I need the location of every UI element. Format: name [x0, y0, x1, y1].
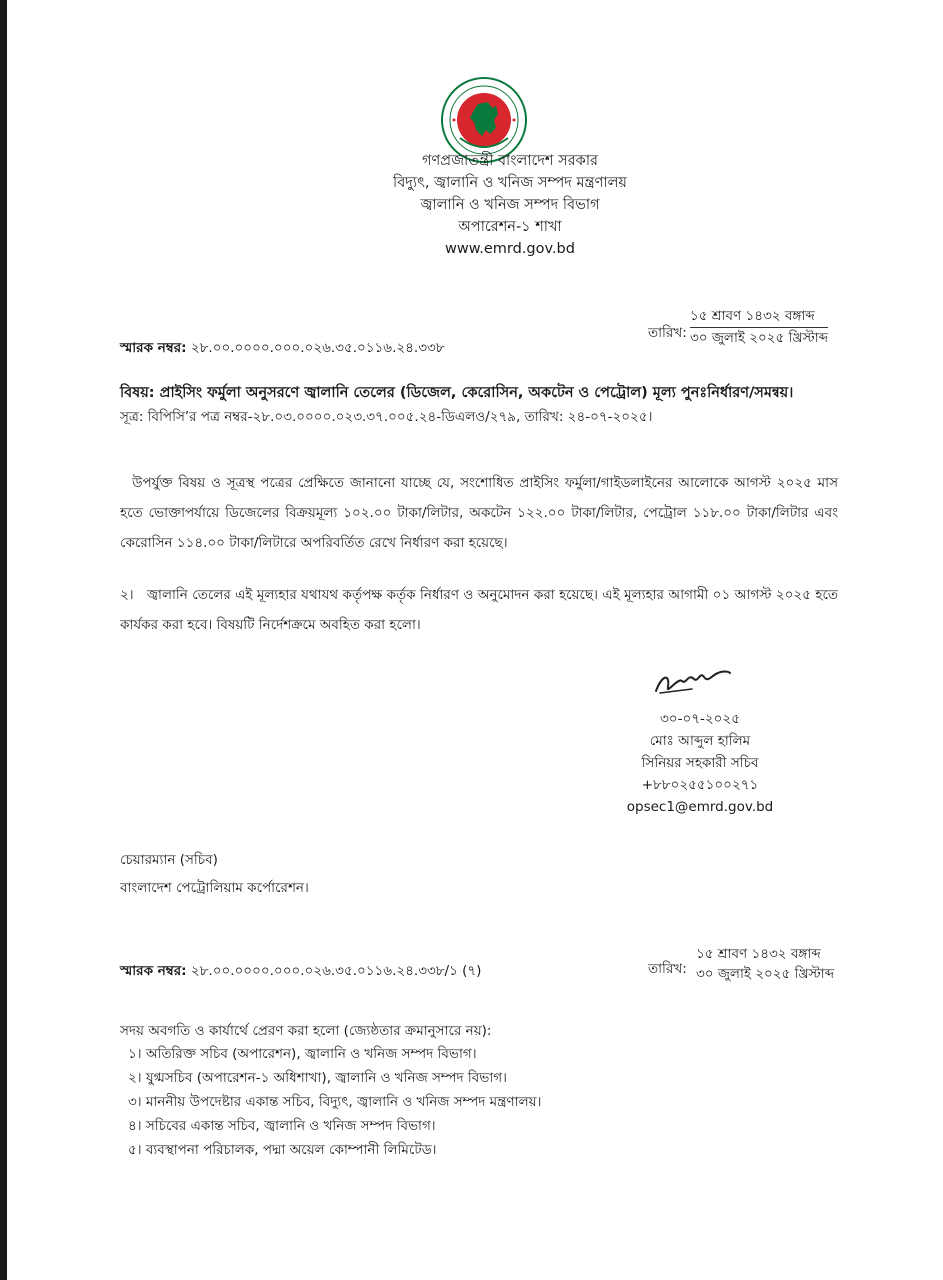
- signer-designation: সিনিয়র সহকারী সচিব: [641, 755, 759, 771]
- date-label-2: তারিখ:: [648, 961, 687, 977]
- date-gregorian-1: ৩০ জুলাই ২০২৫ খ্রিস্টাব্দ: [690, 330, 829, 346]
- signature-date: ৩০-০৭-২০২৫: [660, 711, 740, 727]
- reference-line: [120, 406, 652, 429]
- date-bangla-2: ১৫ শ্রাবণ ১৪৩২ বঙ্গাব্দ: [696, 946, 821, 962]
- body-paragraph-1: উপর্যুক্ত বিষয় ও সূত্রস্থ পত্রের প্রেক্ষিতে জানানো যাচ্ছে যে, সংশোধিত প্রাইসিং ফর্মুলা/গাইডলাইনের আলোকে আগস্ট ২০২৫ মাস হতে ভোক্তাপর্যায়ে ডিজেলের বিক্রয়মূল্য ১০২.০০ টাকা/লিটার, অকটেন ১২২.০০ টাকা/লিটার, পেট্রোল ১১৮.০০ টাকা/লিটার এবং কেরোসিন ১১৪.০০ টাকা/লিটারে অপরিবর্তিত রেখে নির্ধারণ করা হয়েছে।: [120, 475, 838, 551]
- date-label-1: তারিখ:: [648, 325, 687, 341]
- subject-label: বিষয়:: [120, 385, 155, 401]
- list-item: ১। অতিরিক্ত সচিব (অপারেশন), জ্বালানি ও খনিজ সম্পদ বিভাগ।: [128, 1046, 477, 1062]
- paragraph-text: জ্বালানি তেলের এই মূল্যহার যথাযথ কর্তৃপক্ষ কর্তৃক নির্ধারণ ও অনুমোদন করা হয়েছে। এই মূল্যহার আগামী ০১ আগস্ট ২০২৫ হতে কার্যকর করা হবে। বিষয়টি নির্দেশক্রমে অবহিত করা হলো।: [120, 587, 838, 633]
- header-ministry: বিদ্যুৎ, জ্বালানি ও খনিজ সম্পদ মন্ত্রণালয়: [393, 175, 627, 191]
- signer-email: opsec1@emrd.gov.bd: [626, 799, 774, 815]
- memo-label: স্মারক নম্বর:: [120, 963, 187, 979]
- body-paragraph-2: [120, 580, 838, 640]
- header-government-name: গণপ্রজাতন্ত্রী বাংলাদেশ সরকার: [421, 153, 598, 169]
- memo-number-2: [120, 960, 481, 983]
- recipient-address: [120, 846, 309, 902]
- recipient-title: চেয়ারম্যান (সচিব): [120, 852, 218, 868]
- subject-line: [120, 382, 793, 406]
- date-block-1: [690, 306, 828, 348]
- signature-block: [620, 708, 780, 818]
- paragraph-number: ২।: [120, 587, 134, 603]
- list-item: ৩। মাননীয় উপদেষ্টার একান্ত সচিব, বিদ্যুৎ, জ্বালানি ও খনিজ সম্পদ মন্ত্রণালয়।: [128, 1094, 542, 1110]
- header-division: জ্বালানি ও খনিজ সম্পদ বিভাগ: [420, 197, 600, 213]
- cc-intro: সদয় অবগতি ও কার্যার্থে প্রেরণ করা হলো (জ্যেষ্ঠতার ক্রমানুসারে নয়):: [120, 1023, 492, 1039]
- list-item: ২। যুগ্মসচিব (অপারেশন-১ অধিশাখা), জ্বালানি ও খনিজ সম্পদ বিভাগ।: [128, 1070, 507, 1086]
- subject-text: প্রাইসিং ফর্মুলা অনুসরণে জ্বালানি তেলের (ডিজেল, কেরোসিন, অকটেন ও পেট্রোল) মূল্য পুনঃনির্ধারণ/সমন্বয়।: [159, 385, 794, 401]
- date-bangla-1: ১৫ শ্রাবণ ১৪৩২ বঙ্গাব্দ: [690, 306, 828, 328]
- handwritten-signature: [652, 665, 732, 699]
- recipient-organization: বাংলাদেশ পেট্রোলিয়াম কর্পোরেশন।: [120, 880, 309, 896]
- signer-name: মোঃ আব্দুল হালিম: [649, 733, 751, 749]
- reference-text: বিপিসি’র পত্র নম্বর-২৮.০৩.০০০০.০২৩.৩৭.০০৫.২৪-ডিএলও/২৭৯, তারিখ: ২৪-০৭-২০২৫।: [147, 409, 653, 425]
- list-item: ৫। ব্যবস্থাপনা পরিচালক, পদ্মা অয়েল কোম্পানী লিমিটেড।: [128, 1142, 437, 1158]
- header-website: www.emrd.gov.bd: [445, 241, 575, 257]
- header-branch: অপারেশন-১ শাখা: [458, 219, 562, 235]
- date-gregorian-2: ৩০ জুলাই ২০২৫ খ্রিস্টাব্দ: [696, 966, 835, 982]
- memo-value: ২৮.০০.০০০০.০০০.০২৬.৩৫.০১১৬.২৪.৩৩৮/১ (৭): [190, 963, 482, 979]
- list-item: ৪। সচিবের একান্ত সচিব, জ্বালানি ও খনিজ সম্পদ বিভাগ।: [128, 1118, 436, 1134]
- memo-value: ২৮.০০.০০০০.০০০.০২৬.৩৫.০১১৬.২৪.৩৩৮: [190, 340, 445, 356]
- reference-label: সূত্র:: [120, 409, 144, 425]
- memo-number-1: [120, 337, 445, 360]
- signer-phone: +৮৮০২৫৫১০০২৭১: [641, 777, 759, 793]
- page-edge-shadow: [0, 0, 7, 1280]
- date-block-2: [696, 944, 834, 984]
- cc-list: [128, 1042, 541, 1162]
- memo-label: স্মারক নম্বর:: [120, 340, 187, 356]
